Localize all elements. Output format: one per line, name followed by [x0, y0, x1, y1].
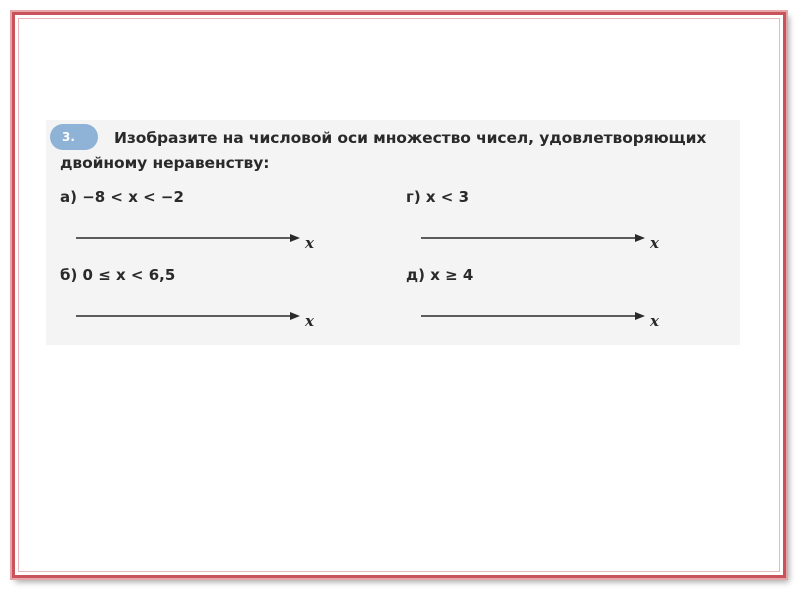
- item-g-label: г) x < 3: [406, 188, 470, 206]
- item-a-label: а) −8 < x < −2: [60, 188, 184, 206]
- number-line-g: [421, 228, 661, 252]
- axis-arrow: [76, 306, 301, 326]
- exercise-instruction: Изобразите на числовой оси множество чисел, удовлетворяющих двойному неравенству:: [60, 129, 707, 172]
- number-line-d: [421, 306, 661, 330]
- axis-arrow: [421, 228, 646, 248]
- exercise-number-badge: 3.: [50, 124, 98, 150]
- textbook-exercise: [46, 120, 740, 345]
- axis-x-label: x: [650, 312, 659, 330]
- number-line-a: [76, 228, 316, 252]
- axis-arrow: [421, 306, 646, 326]
- item-b-label: б) 0 ≤ x < 6,5: [60, 266, 176, 284]
- axis-x-label: x: [305, 234, 314, 252]
- number-line-b: [76, 306, 316, 330]
- axis-x-label: x: [650, 234, 659, 252]
- item-d-label: д) x ≥ 4: [406, 266, 474, 284]
- axis-arrow: [76, 228, 301, 248]
- axis-x-label: x: [305, 312, 314, 330]
